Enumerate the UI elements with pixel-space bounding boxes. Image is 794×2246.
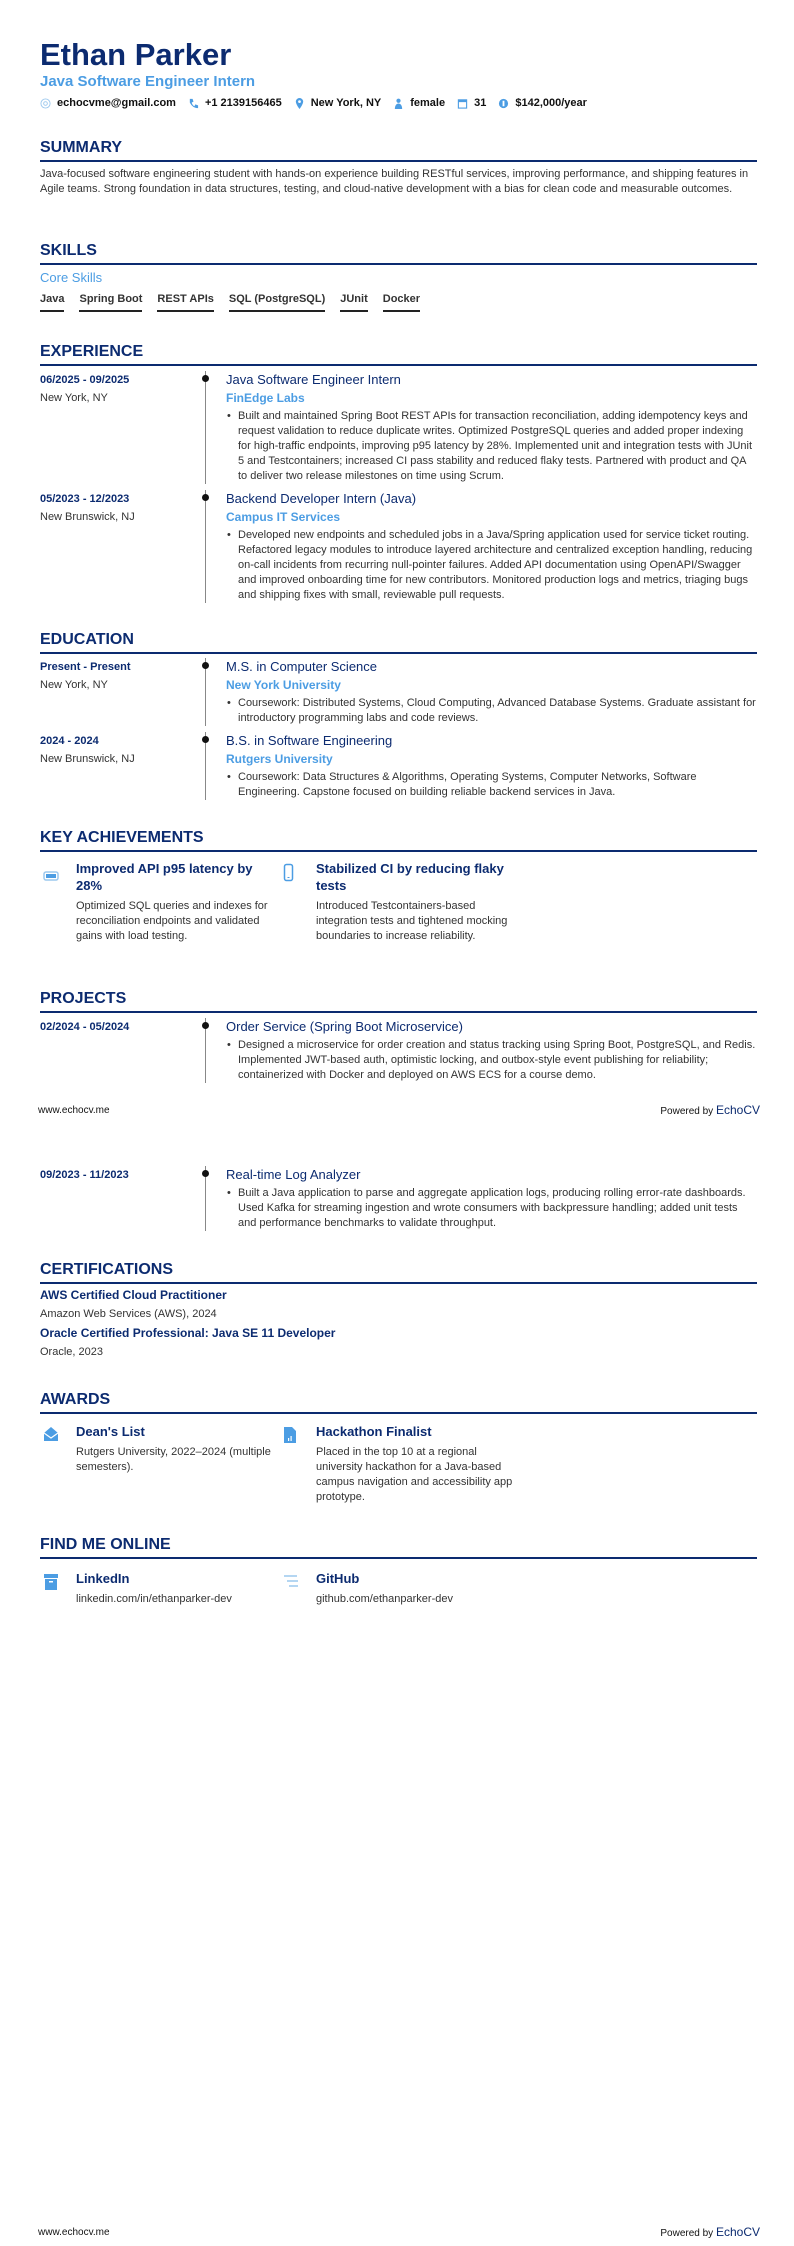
achievements-section <box>40 828 757 944</box>
timeline-dot <box>202 662 209 669</box>
entry-dates: 2024 - 2024 <box>40 735 99 747</box>
salary-icon <box>498 98 509 109</box>
entry-dates: Present - Present <box>40 661 131 673</box>
entry-bullet: • Developed new endpoints and scheduled jobs in a Java/Spring application used for service ticket routing. Refactored legacy modules to introduce layered architecture and centralized exception handling, reducing on-call incidents from recurring null-pointer failures. Added API documentation using OpenAPI/Swagger and improved onboarding time for new contributors. Monitored production logs and metrics, triaging bugs and shipping fixes with small, reviewable pull requests. <box>226 528 757 603</box>
skill-group-label: Core Skills <box>40 270 103 285</box>
contact-location: New York, NY <box>294 95 382 111</box>
menu-lines-icon <box>283 1573 299 1589</box>
footer-brand: EchoCV <box>715 1103 760 1117</box>
timeline-dot <box>202 736 209 743</box>
page-footer <box>38 1103 760 1117</box>
phone-icon <box>188 98 199 109</box>
section-heading: EDUCATION <box>40 630 757 654</box>
entry-company: Campus IT Services <box>226 510 341 524</box>
file-chart-icon <box>283 1426 297 1444</box>
online-title: LinkedIn <box>76 1571 130 1586</box>
award-item <box>280 1423 520 1505</box>
contact-gender: female <box>393 95 445 111</box>
entry-school: New York University <box>226 678 341 692</box>
project-entry <box>40 1018 757 1083</box>
experience-entry <box>40 371 757 484</box>
timeline-line <box>205 490 206 603</box>
contact-phone[interactable]: +1 2139156465 <box>188 95 282 111</box>
mobile-phone-icon <box>283 863 295 883</box>
footer-powered: Powered by EchoCV <box>660 1103 760 1117</box>
online-url[interactable]: linkedin.com/in/ethanparker-dev <box>76 1593 232 1605</box>
cert-issuer: Amazon Web Services (AWS), 2024 <box>40 1308 217 1320</box>
timeline-dot <box>202 1170 209 1177</box>
award-item <box>40 1423 280 1505</box>
online-item <box>40 1570 280 1607</box>
award-title: Dean's List <box>76 1424 145 1439</box>
award-desc: Rutgers University, 2022–2024 (multiple semesters). <box>76 1446 271 1473</box>
achievement-item <box>40 860 280 944</box>
timeline-dot <box>202 1022 209 1029</box>
entry-dates: 09/2023 - 11/2023 <box>40 1169 129 1181</box>
page-footer <box>38 2225 760 2239</box>
education-section <box>40 630 757 800</box>
footer-site-link[interactable]: www.echocv.me <box>38 2226 110 2238</box>
location-pin-icon <box>294 98 305 109</box>
section-heading: SUMMARY <box>40 138 757 162</box>
cert-title: AWS Certified Cloud Practitioner <box>40 1288 227 1302</box>
achievement-item <box>280 860 520 944</box>
candidate-name: Ethan Parker <box>40 37 232 72</box>
projects-continued <box>40 1166 757 1231</box>
online-item <box>280 1570 520 1607</box>
entry-location: New York, NY <box>40 679 108 691</box>
cert-issuer: Oracle, 2023 <box>40 1346 103 1358</box>
archive-icon <box>43 1573 59 1591</box>
entry-title: B.S. in Software Engineering <box>226 733 393 748</box>
entry-bullet: • Built a Java application to parse and aggregate application logs, producing rolling error-rate dashboards. Used Kafka for streaming ingestion and wrote consumers with backpressure handling; added unit tests and performance benchmarks to validate throughput. <box>226 1186 757 1231</box>
footer-site-link[interactable]: www.echocv.me <box>38 1104 110 1116</box>
entry-location: New York, NY <box>40 392 108 404</box>
education-entry <box>40 658 757 726</box>
contact-email[interactable]: echocvme@gmail.com <box>40 95 176 111</box>
skill-tag: Docker <box>383 292 420 312</box>
achievement-title: Stabilized CI by reducing flaky tests <box>316 861 504 893</box>
footer-brand: EchoCV <box>715 2225 760 2239</box>
entry-title: Backend Developer Intern (Java) <box>226 491 417 506</box>
section-heading: FIND ME ONLINE <box>40 1535 757 1559</box>
calendar-icon <box>457 98 468 109</box>
skills-section <box>40 241 757 312</box>
achievement-desc: Introduced Testcontainers-based integration tests and tightened mocking boundaries to increase reliability. <box>316 900 508 942</box>
entry-bullet: • Coursework: Distributed Systems, Cloud Computing, Advanced Database Systems. Graduate assistant for introductory programming labs and code reviews. <box>226 696 757 726</box>
summary-text: Java-focused software engineering student with hands-on experience building RESTful services, improving performance, and shipping features in Agile teams. Strong foundation in data structures, testing, and cloud-native development with a bias for clean code and measurable outcomes. <box>40 168 749 195</box>
contact-salary: $142,000/year <box>498 95 587 111</box>
candidate-title: Java Software Engineer Intern <box>40 73 256 90</box>
certifications-section <box>40 1260 757 1362</box>
online-section <box>40 1535 757 1607</box>
achievement-desc: Optimized SQL queries and indexes for reconciliation endpoints and validated gains with load testing. <box>76 900 268 942</box>
entry-title: Real-time Log Analyzer <box>226 1167 361 1182</box>
entry-bullet: • Designed a microservice for order creation and status tracking using Spring Boot, PostgreSQL, and Redis. Implemented JWT-based auth, optimistic locking, and outbox-style event publishing for reliability; containerized with Docker and deployed on AWS ECS for a course demo. <box>226 1038 757 1083</box>
entry-title: Order Service (Spring Boot Microservice) <box>226 1019 463 1034</box>
entry-title: M.S. in Computer Science <box>226 659 378 674</box>
skill-tag: Java <box>40 292 64 312</box>
entry-title: Java Software Engineer Intern <box>226 372 401 387</box>
cert-title: Oracle Certified Professional: Java SE 11 Developer <box>40 1326 336 1340</box>
section-heading: KEY ACHIEVEMENTS <box>40 828 757 852</box>
entry-location: New Brunswick, NJ <box>40 511 135 523</box>
entry-bullet: • Built and maintained Spring Boot REST APIs for transaction reconciliation, adding idempotency keys and request validation to reduce duplicate writes. Optimized PostgreSQL queries and added proper indexing for high-traffic endpoints, improving p95 latency by 28%. Implemented unit and integration tests with JUnit 5 and Testcontainers; increased CI pass stability and reduced flaky tests. Partnered with product and QA to deliver two release milestones on time using Scrum. <box>226 409 757 484</box>
summary-section <box>40 138 757 197</box>
experience-section <box>40 342 757 603</box>
timeline-dot <box>202 375 209 382</box>
battery-icon <box>43 869 59 883</box>
footer-powered: Powered by EchoCV <box>660 2225 760 2239</box>
at-icon <box>40 98 51 109</box>
entry-dates: 06/2025 - 09/2025 <box>40 374 130 386</box>
skill-tag: JUnit <box>340 292 368 312</box>
entry-bullet: • Coursework: Data Structures & Algorithms, Operating Systems, Computer Networks, Software Engineering. Capstone focused on building reliable backend services in Java. <box>226 770 757 800</box>
online-title: GitHub <box>316 1571 360 1586</box>
section-heading: EXPERIENCE <box>40 342 757 366</box>
person-icon <box>393 98 404 109</box>
section-heading: AWARDS <box>40 1390 757 1414</box>
skill-tag: SQL (PostgreSQL) <box>229 292 325 312</box>
contact-bar <box>40 95 587 111</box>
projects-section <box>40 989 757 1083</box>
skill-tags <box>40 292 757 312</box>
entry-location: New Brunswick, NJ <box>40 753 135 765</box>
contact-age: 31 <box>457 95 486 111</box>
achievement-title: Improved API p95 latency by 28% <box>76 861 253 893</box>
online-url[interactable]: github.com/ethanparker-dev <box>316 1593 453 1605</box>
project-entry <box>40 1166 757 1231</box>
timeline-line <box>205 371 206 484</box>
skill-tag: REST APIs <box>157 292 213 312</box>
entry-company: FinEdge Labs <box>226 391 305 405</box>
section-heading: PROJECTS <box>40 989 757 1013</box>
awards-section <box>40 1390 757 1505</box>
award-desc: Placed in the top 10 at a regional university hackathon for a Java-based campus navigation and accessibility app prototype. <box>316 1446 513 1503</box>
envelope-open-icon <box>43 1426 59 1442</box>
experience-entry <box>40 490 757 603</box>
section-heading: CERTIFICATIONS <box>40 1260 757 1284</box>
award-title: Hackathon Finalist <box>316 1424 432 1439</box>
section-heading: SKILLS <box>40 241 757 265</box>
entry-school: Rutgers University <box>226 752 333 766</box>
entry-dates: 05/2023 - 12/2023 <box>40 493 130 505</box>
education-entry <box>40 732 757 800</box>
skill-tag: Spring Boot <box>79 292 142 312</box>
entry-dates: 02/2024 - 05/2024 <box>40 1021 130 1033</box>
timeline-dot <box>202 494 209 501</box>
